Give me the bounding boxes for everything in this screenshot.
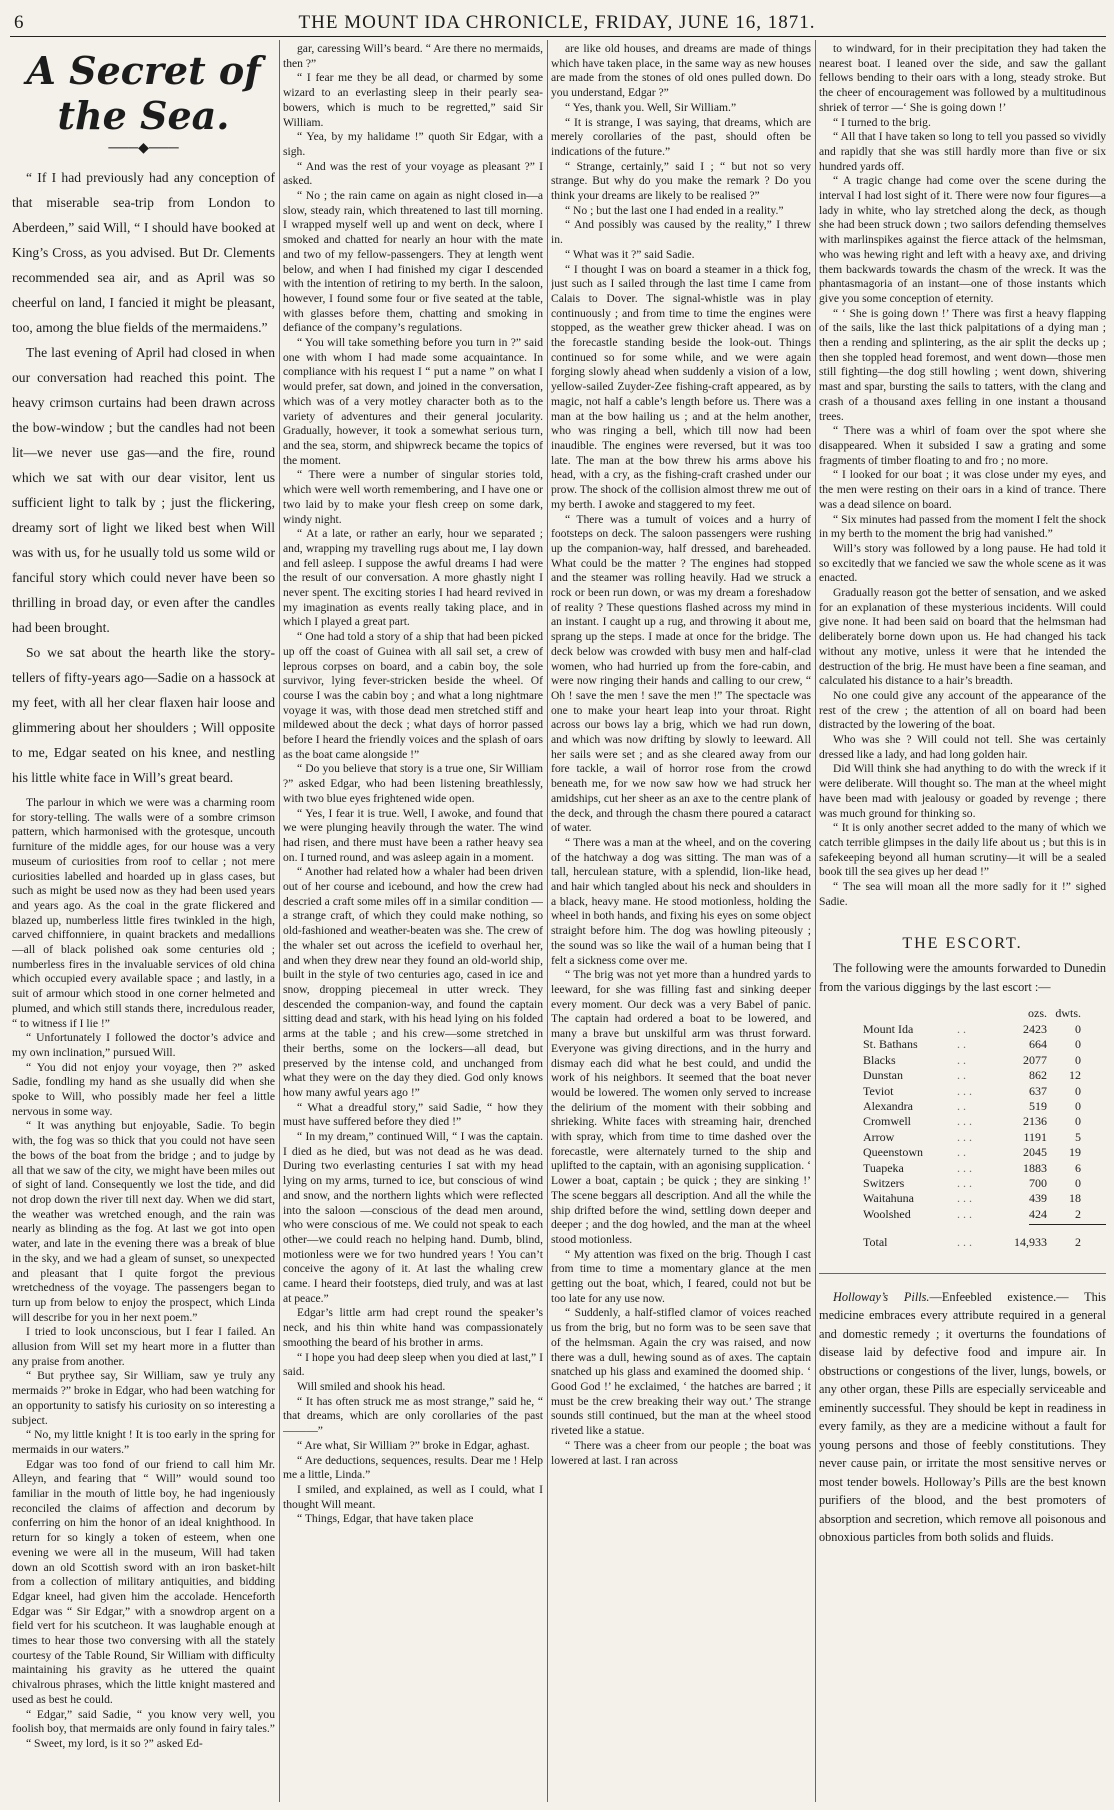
total-dwts: 2 bbox=[1075, 1235, 1081, 1250]
escort-name: Arrow bbox=[863, 1129, 895, 1144]
paragraph: “ If I had previously had any conception of that miserable sea-trip from London to Aberdeen,” said Will, “ I should have booked at King’s Cross, as you advised. But Dr. Clements recommended sea air, and as April was so cheerful on land, I fancied it might be pleasant, too, among the blue fields of the mermaidens.” bbox=[12, 170, 275, 335]
escort-row bbox=[859, 1114, 1085, 1129]
escort-ozs: 2045 bbox=[1023, 1145, 1047, 1160]
paragraph: “ Yes, I fear it is true. Well, I awoke, and found that we were plunging heavily through the water. The wind had risen, and there must have been a rather heavy sea on. I turned round, and was asleep again in a moment. bbox=[283, 806, 543, 864]
masthead: THE MOUNT IDA CHRONICLE, FRIDAY, JUNE 16, 1871. bbox=[298, 12, 816, 33]
escort-row bbox=[859, 1022, 1085, 1037]
escort-dwts: 0 bbox=[1075, 1175, 1081, 1190]
escort-dwts: 0 bbox=[1075, 1098, 1081, 1113]
paragraph: Did Will think she had anything to do with the wreck if it were deliberate. Will thought so. The man at the wheel might have been mad with jealousy or goaded by revenge ; there was much ground for thinking so. bbox=[819, 762, 1106, 820]
total-ozs: 14,933 bbox=[1014, 1235, 1047, 1250]
escort-name: Tuapeka bbox=[863, 1160, 904, 1175]
paragraph: “ Yea, by my halidame !” quoth Sir Edgar, with a sigh. bbox=[283, 130, 543, 158]
paragraph: So we sat about the hearth like the story-tellers of fifty-years ago—Sadie on a hassock at my feet, with all her clear flaxen hair loose and glimmering about her shoulders ; Will opposite to me, Edgar seated on his knee, and nestling his little white face in Will’s great beard. bbox=[12, 645, 275, 785]
paragraph: “ What a dreadful story,” said Sadie, “ how they must have suffered before they died !” bbox=[283, 1100, 543, 1129]
column-rule bbox=[547, 40, 548, 1802]
page-number: 6 bbox=[14, 12, 24, 33]
title-ornament: ───◆─── bbox=[108, 141, 179, 156]
paragraph: “ Are what, Sir William ?” broke in Edgar, aghast. bbox=[297, 1438, 530, 1452]
escort-row bbox=[859, 1053, 1085, 1068]
escort-dwts: 0 bbox=[1075, 1037, 1081, 1052]
escort-row bbox=[859, 1207, 1085, 1222]
paragraph: “ But prythee say, Sir William, saw ye truly any mermaids ?” broke in Edgar, who had been watching for an opportunity to satisfy his curiosity on so interesting a subject. bbox=[12, 1369, 275, 1427]
column-rule bbox=[815, 40, 816, 1802]
story-title: A Secret of the Sea. bbox=[26, 48, 261, 138]
ad-lead: —Enfeebled existence.— bbox=[929, 1289, 1069, 1304]
escort-dwts: 0 bbox=[1075, 1052, 1081, 1067]
paragraph: “ And was the rest of your voyage as pleasant ?” I asked. bbox=[283, 159, 543, 188]
paragraph: “ I turned to the brig. bbox=[833, 115, 931, 129]
total-label: Total bbox=[863, 1235, 888, 1250]
escort-dwts: 0 bbox=[1075, 1021, 1081, 1036]
paragraph: “ Six minutes had passed from the moment I felt the shock in my berth to the moment the brig had vanished.” bbox=[819, 512, 1106, 541]
page-header bbox=[0, 6, 1114, 36]
escort-ozs: 424 bbox=[1029, 1206, 1047, 1221]
paragraph: “ I hope you had deep sleep when you died at last,” I said. bbox=[283, 1350, 543, 1379]
paragraph: “ I thought I was on board a steamer in a thick fog, just such as I sailed through the last time I came from Calais to Dover. The signal-whistle was in play continuously ; and from time to time the engines were stopped, as the weather grew thicker ahead. I was on the forecastle standing beside the look-out. Things continued so for some while, and we were again forging slowly ahead when suddenly a vision of a low, yellow-sailed Zuyder-Zee fishing-craft appeared, as by magic, not half a cable’s length before us. There was a man at the bow hailing us ; and at the helm another, who was ringing a bell, which till now had been inaudible. The engines were reversed, but it was too late. The man at the bow threw his arms above his head, with a cry, as the fishing-craft crashed under our prow. The shock of the collision almost threw me out of my berth. I awoke and staggered to my feet. bbox=[551, 262, 811, 511]
escort-table bbox=[859, 1006, 1085, 1222]
paragraph: “ Unfortunately I followed the doctor’s advice and my own inclination,” pursued Will. bbox=[12, 1031, 275, 1059]
escort-name: Alexandra bbox=[863, 1098, 913, 1113]
escort-ozs: 2136 bbox=[1023, 1114, 1047, 1129]
escort-name: Mount Ida bbox=[863, 1021, 914, 1036]
escort-ozs: 2077 bbox=[1023, 1052, 1047, 1067]
paragraph: “ It was anything but enjoyable, Sadie. To begin with, the fog was so thick that you could not have seen the bows of the boat from the bridge ; and to judge by all that we saw of the city, we might have been miles out of sight of land. Consequently we lost the tide, and did not drop down the river till next day. When we did start, the weather was wretched enough, and the rain was nearly as blinding as the fog. At last we got into open water, and late in the evening there was a break of blue in the sky, and we had a gleam of sunset, so unexpected and pleasant that I quite forgot the previous wretchedness of the voyage. The passengers began to turn up from below to enjoy the prospect, which Linda will describe for you in her next poem.” bbox=[12, 1119, 275, 1324]
holloway-advertisement bbox=[819, 1288, 1106, 1547]
escort-dots: . . bbox=[957, 1021, 966, 1036]
escort-row bbox=[859, 1084, 1085, 1099]
paragraph: “ In my dream,” continued Will, “ I was the captain. I died as he died, but was not dead as he was dead. During two everlasting centuries I sat with my head lying on my arms, turned to ice, but conscious of wind and snow, and the northern lights which were reflected into the saloon —conscious of the dead men around, who were conscious of me. We could not speak to each other—we could reach no helping hand. Dumb, blind, motionless were we for two hundred years ! You can’t conceive the agony of it. At last the whaling crew came. I heard their footsteps, died truly, and was at last at peace.” bbox=[283, 1130, 543, 1305]
paragraph: “ The sea will moan all the more sadly for it !” sighed Sadie. bbox=[819, 880, 1106, 908]
paragraph: “ Sweet, my lord, is it so ?” asked Ed- bbox=[26, 1737, 203, 1750]
escort-ozs: 1883 bbox=[1023, 1160, 1047, 1175]
escort-name: St. Bathans bbox=[863, 1037, 918, 1052]
paragraph: No one could give any account of the appearance of the rest of the crew ; the attention of all on board had been distracted by the lowering of the boat. bbox=[819, 688, 1106, 732]
dwts-header: dwts. bbox=[1055, 1006, 1081, 1021]
paragraph: “ The brig was not yet more than a hundred yards to leeward, for she was filling fast and sinking deeper every moment. Our deck was a very Babel of panic. The captain had ordered a boat to be lowered, and many a brave but unskilful arm was thrust forward. Everyone was giving directions, and in the hurry and dismay each did what he best could, and undid the work of his neighbors. It seemed that the boat never would be lowered. The women only served to increase the delirium of the moment with their sobbing and shrieking. White faces with streaming hair, drenched with spray, which from time to time dashed over the forecastle, were alternately turned to the ship and uplifted to the captain, with an agonising supplication. ‘ Lower a boat, captain ; be quick ; they are sinking !’ The scene beggars all description. And all the while the ship drifted before the wind, settling down deeper and deeper ; and the dog howled, and the man at the wheel stood motionless. bbox=[551, 968, 811, 1246]
column-3 bbox=[551, 42, 811, 1802]
escort-name: Blacks bbox=[863, 1052, 896, 1067]
escort-table-header bbox=[859, 1006, 1085, 1021]
paragraph: I tried to look unconscious, but I fear I failed. An allusion from Will set my heart more in a flutter than any praise from another. bbox=[12, 1325, 275, 1368]
paragraph: “ My attention was fixed on the brig. Though I cast from time to time a momentary glance at the men getting out the boat, which, I feared, could not but be too late for any use now. bbox=[551, 1247, 811, 1305]
paragraph: “ All that I have taken so long to tell you passed so vividly and rapidly that she was still hardly more than five or six hundred yards off. bbox=[819, 130, 1106, 173]
escort-row bbox=[859, 1191, 1085, 1206]
escort-dwts: 5 bbox=[1075, 1129, 1081, 1144]
section-divider bbox=[819, 1273, 1106, 1274]
escort-dots: . . bbox=[957, 1145, 966, 1160]
story-conclusion bbox=[819, 42, 1106, 909]
ozs-header: ozs. bbox=[1028, 1006, 1047, 1021]
escort-dots: . . bbox=[957, 1037, 966, 1052]
escort-ozs: 1191 bbox=[1023, 1129, 1047, 1144]
paragraph: “ There was a tumult of voices and a hurry of footsteps on deck. The saloon passengers were rushing up the companion-way, half dressed, and bareheaded. What could be the matter ? The engines had stopped and the steamer was rolling heavily. Had we struck a rock or been run down, or was my dream a foreshadow of reality ? These questions flashed across my mind in an instant. I caught up a rug, and throwing it about me, sprang up the steps. I made at once for the bridge. The deck below was crowded with busy men and half-clad women, who had hurried up from the fore-cabin, and were now ringing their hands and calling to our crew, “ Oh ! save the men ! save the men !” The spectacle was one to make your heart leap into your throat. Right across our bows lay a brig, which we had run down, and which was now drifting by slowly to leeward. All her sails were set ; and as she cleared away from our fore tackle, a wail of horror rose from the crowd beneath me, for we now saw how we had struck her amidships, cut her sheer as an axe to the centre plank of the deck, and through the chasm there poured a cataract of water. bbox=[551, 512, 811, 835]
column-rule bbox=[279, 40, 280, 1802]
paragraph: “ Do you believe that story is a true one, Sir William ?” asked Edgar, who had been listening breathlessly, with two blue eyes frightened wide open. bbox=[283, 762, 543, 805]
paragraph: Gradually reason got the better of sensation, and we asked for an explanation of these mysterious incidents. Will could give none. It had been said on board that the helmsman had deliberately borne down upon us. He had changed his tack without any motive, unless it were that he intended the destruction of the brig. He must have been a fine seaman, and calculated his distance to a hair’s breadth. bbox=[819, 586, 1106, 688]
paragraph: “ No, my little knight ! It is too early in the spring for mermaids in our waters.” bbox=[12, 1428, 275, 1456]
header-rule bbox=[10, 36, 1106, 37]
escort-dwts: 6 bbox=[1075, 1160, 1081, 1175]
escort-dots: . . . bbox=[957, 1160, 972, 1175]
column-1 bbox=[12, 42, 275, 1802]
paragraph: Will smiled and shook his head. bbox=[297, 1379, 446, 1393]
paragraph: “ Another had related how a whaler had been driven out of her course and icebound, and how the crew had descried a craft some miles off in a similar condition —a strange craft, of which they could make nothing, so old-fashioned and weather-beaten was she. The crew of the whaler set out across the icefield to overhaul her, and when they drew near they found an old-world ship, built in the style of two centuries ago, cased in ice and snow, dropping piecemeal in utter wreck. They descended the companion-way, and found the captain sitting dead and stark, with his head lying on his folded arms at the table ; and his crew—some stretched in their berths, some on the lockers—all dead, but preserved by the intense cold, and unchanged from what they were on the day they died. God only knows how many awful years ago !” bbox=[283, 865, 543, 1099]
escort-total-row bbox=[859, 1225, 1085, 1250]
total-dots: . . . bbox=[957, 1235, 972, 1250]
paragraph: The parlour in which we were was a charming room for story-telling. The walls were of a sombre crimson pattern, which harmonised with the grotesque, uncouth furniture of the middle ages, for our house was a very museum of curiosities from roof to cellar ; not mere curiosities labelled and hoarded up in glass cases, but such as might be used now as they had been used years and years ago. As the coal in the grate flickered and blazed up, numberless little fires twinkled in the high, carved chiffonniere, in quaint brackets and medallions—all of black polished oak some centuries old ; numberless fires in the invaluable services of old china which occupied every available space ; and lastly, in a suit of armour which stood in one corner helmeted and plumed, and which still stands there, incredulous reader, “ to witness if I lie !” bbox=[12, 796, 275, 1030]
paragraph: “ It is strange, I was saying, that dreams, which are merely corollaries of the past, should often be indications of the future.” bbox=[551, 115, 811, 158]
escort-name: Cromwell bbox=[863, 1114, 911, 1129]
paragraph: “ No ; the rain came on again as night closed in—a slow, steady rain, which threatened to last till morning. I wrapped myself well up and went on deck, where I smoked and chatted for nearly an hour with the mate and two of my fellow-passengers. They at length went below, and when I had finished my cigar I descended with the intention of retiring to my berth. In the saloon, however, I found some four or five seated at the table, with glasses before them, chatting and smoking in defiance of the company’s regulations. bbox=[283, 189, 543, 335]
escort-dots: . . bbox=[957, 1052, 966, 1067]
paragraph: “ And possibly was caused by the reality,” I threw in. bbox=[551, 218, 811, 247]
escort-total bbox=[859, 1225, 1085, 1250]
paragraph: “ What was it ?” said Sadie. bbox=[565, 247, 695, 261]
escort-heading: THE ESCORT. bbox=[902, 935, 1023, 953]
escort-row bbox=[859, 1099, 1085, 1114]
paragraph: “ It is only another secret added to the many of which we catch terrible glimpses in the daily life about us ; but this is in safekeeping beyond all human scrutiny—it will be a sealed book till the sea gives up her dead !” bbox=[819, 821, 1106, 879]
ad-title: Holloway’s Pills. bbox=[833, 1289, 930, 1304]
escort-dots: . . . bbox=[957, 1129, 972, 1144]
escort-dwts: 2 bbox=[1075, 1206, 1081, 1221]
escort-ozs: 519 bbox=[1029, 1098, 1047, 1113]
paragraph: gar, caressing Will’s beard. “ Are there no mermaids, then ?” bbox=[283, 42, 543, 70]
paragraph: “ A tragic change had come over the scene during the interval I had lost sight of it. There were now four figures—a lady in white, who lay stretched along the deck, as though she had been struck down ; two sailors defending themselves with marlinspikes against the fierce attack of the helmsman, who was hewing right and left with a heavy axe, and driving them backwards towards the chasm of the wreck. It was the phantasmagoria of an instant—one of those instants which give you some conception of eternity. bbox=[819, 174, 1106, 305]
paragraph: “ One had told a story of a ship that had been picked up off the coast of Guinea with all sail set, a crew of leprous corpses on board, and a cabin boy, the sole survivor, lying fever-stricken beside the wheel. Of course I was the cabin boy ; and what a long nightmare voyage it was, with those dead men stretched stiff and mildewed about the deck ; what days of horror passed before I heard the friendly voices and the splash of oars as the boat came alongside !” bbox=[283, 630, 543, 761]
paragraph: “ No ; but the last one I had ended in a reality.” bbox=[565, 203, 784, 217]
escort-ozs: 637 bbox=[1029, 1083, 1047, 1098]
escort-dots: . . . bbox=[957, 1114, 972, 1129]
escort-name: Switzers bbox=[863, 1175, 905, 1190]
escort-name: Teviot bbox=[863, 1083, 894, 1098]
paragraph: “ Things, Edgar, that have taken place bbox=[297, 1512, 474, 1526]
paragraph: “ Edgar,” said Sadie, “ you know very well, you foolish boy, that mermaids are only found in fairy tales.” bbox=[12, 1707, 275, 1736]
escort-name: Queenstown bbox=[863, 1145, 923, 1160]
escort-row bbox=[859, 1161, 1085, 1176]
paragraph: “ Suddenly, a half-stifled clamor of voices reached us from the brig, but no form was to be seen save that of the helmsman. Again the cry was raised, and now there was a dull, hewing sound as of axes. The captain snatched up his glass and examined the doomed ship. ‘ Good God !’ he exclaimed, ‘ the hatches are barred ; it must be the crew breaking their way out.’ The strange sounds still continued, but the man at the wheel stood riveted like a statue. bbox=[551, 1306, 811, 1438]
column-2 bbox=[283, 42, 543, 1802]
paragraph: Will’s story was followed by a long pause. He had told it so excitedly that we fancied we saw the whole scene as it was enacted. bbox=[819, 541, 1106, 585]
ad-body: This medicine embraces every attribute required in a general and domestic remedy ; it overturns the foundations of disease laid by defective food and impure air. In obstructions or congestions of the liver, lungs, bowels, or any other organ, these Pills are especially serviceable and eminently successful. They should be kept in readiness in every family, as they are a medicine without a fault for young persons and those of feebly constitutions. They never cause pain, or irritate the most sensitive nerves or most tender bowels. Holloway’s Pills are the best known purifiers of the blood, and the best promoters of absorption and secretion, which remove all poisonous and obnoxious particles from both solids and fluids. bbox=[819, 1289, 1106, 1545]
escort-ozs: 439 bbox=[1029, 1191, 1047, 1206]
escort-dwts: 0 bbox=[1075, 1114, 1081, 1129]
paragraph: I smiled, and explained, as well as I could, what I thought Will meant. bbox=[283, 1482, 543, 1511]
paragraph: The last evening of April had closed in when our conversation had reached this point. The heavy crimson curtains had been drawn across the bow-window ; but the candles had not been lit—we never use gas—and the fire, round which we sat with our dear visitor, lent us sufficient light to talk by ; just the flickering, dreamy sort of light we liked best when Will was with us, for he usually told us some wild or fanciful story which could never have been so thrilling in broad day, or even after the candles had been brought. bbox=[12, 345, 275, 635]
escort-dwts: 12 bbox=[1069, 1068, 1081, 1083]
paragraph: “ Are deductions, sequences, results. Dear me ! Help me a little, Linda.” bbox=[283, 1453, 543, 1482]
escort-dots: . . . bbox=[957, 1206, 972, 1221]
escort-intro: The following were the amounts forwarded to Dunedin from the various diggings by the last escort :— bbox=[819, 961, 1106, 994]
escort-row bbox=[859, 1176, 1085, 1191]
escort-name: Waitahuna bbox=[863, 1191, 915, 1206]
paragraph: Edgar was too fond of our friend to call him Mr. Alleyn, and fearing that “ Will” would sound too familiar in the mouth of little boy, he had ingeniously reconciled the claims of affection and decorum by conferring on him the honor of an ideal knighthood. In return for so kingly a token of esteem, when one evening we were all in the museum, Will had taken down an old Scottish sword with an iron basket-hilt from a collection of military antiquities, and bidding Edgar kneel, had given him the accolade. Henceforth Edgar was “ Sir Edgar,” with a snowdrop argent on a field vert for his scutcheon. It was laughable enough at times to hear those two conversing with all the stately courtesy of the Table Round, Sir William with difficulty maintaining his gravity as he uttered the quaint chivalrous phrases, which the little knight mastered and used as best he could. bbox=[12, 1457, 275, 1706]
paragraph: “ I fear me they be all dead, or charmed by some wizard to an everlasting sleep in their pearly sea-bowers, which is much to be regretted,” said Sir William. bbox=[283, 71, 543, 129]
paragraph: “ I looked for our boat ; it was close under my eyes, and the men were resting on their oars in a kind of trance. There was a dead silence on board. bbox=[819, 468, 1106, 511]
paragraph: “ There were a number of singular stories told, which were well worth remembering, and I have one or two laid by to make your flesh creep on some dark, windy night. bbox=[283, 468, 543, 526]
escort-dwts: 0 bbox=[1075, 1083, 1081, 1098]
escort-row bbox=[859, 1145, 1085, 1160]
escort-row bbox=[859, 1130, 1085, 1145]
escort-ozs: 2423 bbox=[1023, 1021, 1047, 1036]
escort-name: Dunstan bbox=[863, 1068, 903, 1083]
paragraph: “ At a late, or rather an early, hour we separated ; and, wrapping my travelling rugs about me, I lay down and fell asleep. I suppose the awful dreams I had were the result of our conversation. A more ghastly night I never spent. The exciting stories I had heard revived in my imagination as events really taking place, and in which I played a great part. bbox=[283, 527, 543, 629]
paragraph: “ It has often struck me as most strange,” said he, “ that dreams, which are only corollaries of the past———” bbox=[283, 1394, 543, 1438]
paragraph: Edgar’s little arm had crept round the speaker’s neck, and his thin white hand was compassionately smoothing the beard of his brother in arms. bbox=[283, 1306, 543, 1349]
column-4 bbox=[819, 42, 1106, 1802]
paragraph: “ There was a whirl of foam over the spot where she disappeared. When it subsided I saw a grating and some fragments of timber floating to and fro ; no more. bbox=[819, 424, 1106, 467]
story-intro bbox=[12, 165, 275, 790]
paragraph: Who was she ? Will could not tell. She was certainly dressed like a lady, and had long golden hair. bbox=[819, 733, 1106, 761]
escort-dots: . . bbox=[957, 1068, 966, 1083]
paragraph: “ Yes, thank you. Well, Sir William.” bbox=[565, 100, 737, 114]
escort-dwts: 18 bbox=[1069, 1191, 1081, 1206]
story-text bbox=[12, 796, 275, 1752]
escort-dots: . . . bbox=[957, 1083, 972, 1098]
escort-dots: . . bbox=[957, 1098, 966, 1113]
paragraph: “ There was a cheer from our people ; the boat was lowered at last. I ran across bbox=[551, 1438, 811, 1467]
escort-dwts: 19 bbox=[1069, 1145, 1081, 1160]
escort-dots: . . . bbox=[957, 1191, 972, 1206]
paragraph: to windward, for in their precipitation they had taken the nearest boat. I leaned over the side, and saw the gallant fellows bending to their oars with a long, steady stroke. But the cheer of encouragement was followed by a multitudinous shriek of terror —‘ She is going down !’ bbox=[819, 42, 1106, 114]
escort-ozs: 862 bbox=[1029, 1068, 1047, 1083]
escort-row bbox=[859, 1068, 1085, 1083]
paragraph: “ There was a man at the wheel, and on the covering of the hatchway a dog was sitting. The man was of a tall, herculean stature, with a splendid, lion-like head, and hair which tangled about his neck and shoulders in a black, heavy mane. He stood motionless, holding the wheel in both hands, and fixing his eyes on some object straight before him. The dog was howling piteously ; the sound was so like the wail of a human being that I felt a sickness come over me. bbox=[551, 835, 811, 967]
paragraph: “ ‘ She is going down !’ There was first a heavy flapping of the sails, like the last thick palpitations of a dying man ; then a rending and splintering, as the air split the decks up ; then she toppled head foremost, and went down—those men still fighting—the dog still howling ; went down, shivering mast and spar, bursting the sails to tatters, with the clang and crash of a thousand axes felling in one instant a thousand trees. bbox=[819, 306, 1106, 423]
escort-ozs: 700 bbox=[1029, 1175, 1047, 1190]
paragraph: “ Strange, certainly,” said I ; “ but not so very strange. But why do you make the remark ? Do you think your dreams are likely to be realised ?” bbox=[551, 159, 811, 203]
escort-ozs: 664 bbox=[1029, 1037, 1047, 1052]
escort-dots: . . . bbox=[957, 1175, 972, 1190]
paragraph: “ You will take something before you turn in ?” said one with whom I had made some acquaintance. In compliance with his request I “ put a name ” on what I would prefer, sat down, and joined in the conversation, which was of a very motley character both as to the variety of adventures and their general jocularity. Gradually, however, it took a somewhat serious turn, and the sea, storm, and shipwreck became the topics of the moment. bbox=[283, 336, 543, 467]
escort-name: Woolshed bbox=[863, 1206, 911, 1221]
escort-row bbox=[859, 1037, 1085, 1052]
paragraph: are like old houses, and dreams are made of things which have taken place, in the same way as new houses are made from the stones of old ones pulled down. Do you understand, Edgar ?” bbox=[551, 42, 811, 100]
paragraph: “ You did not enjoy your voyage, then ?” asked Sadie, fondling my hand as she usually did when she spoke to Will, who possibly made her feel a little nervous in some way. bbox=[12, 1060, 275, 1118]
